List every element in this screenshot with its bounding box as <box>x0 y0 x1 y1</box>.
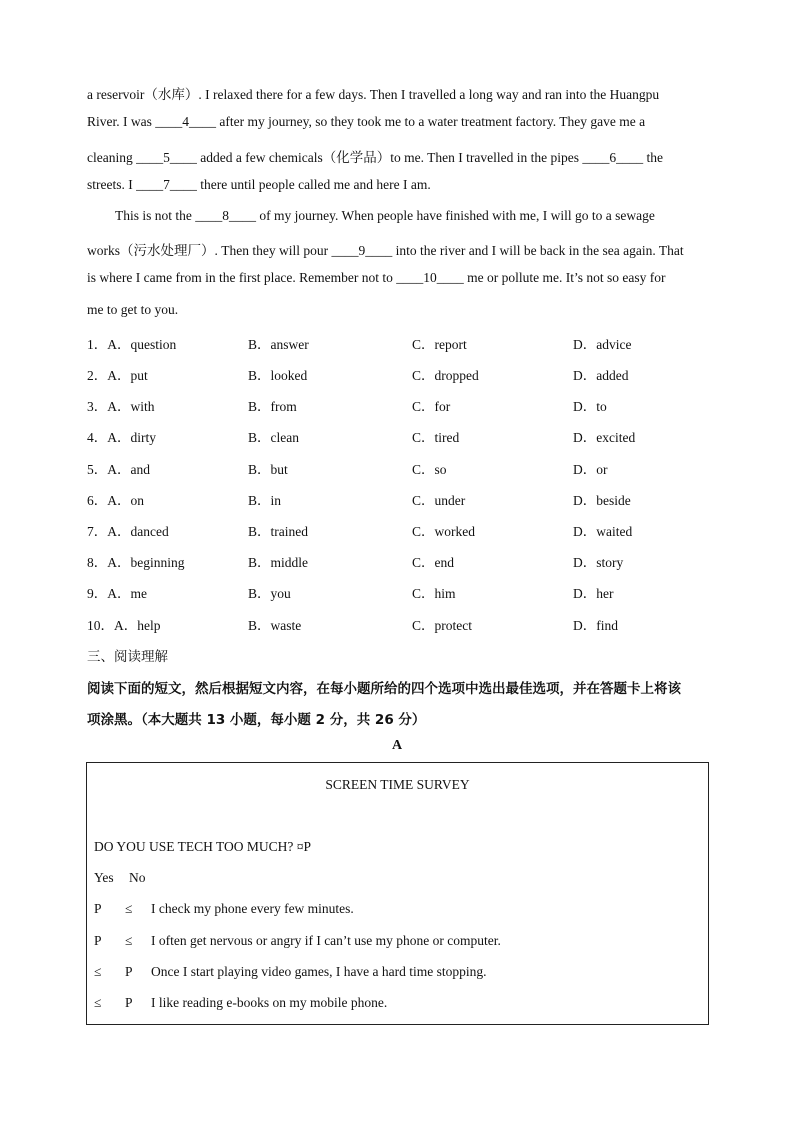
passage-line: River. I was ____4____ after my journey, so they took me to a water treatment factory. They gave me a <box>87 114 646 129</box>
option-b: B．from <box>248 399 297 414</box>
question-options <box>87 489 707 509</box>
option-c: C．protect <box>412 618 472 633</box>
question-options <box>87 582 707 602</box>
option-c: C．under <box>412 493 466 508</box>
option-a: 8．A．beginning <box>87 555 185 570</box>
option-a: 5．A．and <box>87 462 150 477</box>
option-a: 2．A．put <box>87 368 148 383</box>
section-title: 三、阅读理解 <box>87 649 168 665</box>
option-d: D．to <box>573 399 607 414</box>
option-d: D．or <box>573 462 608 477</box>
option-c: C．tired <box>412 430 460 445</box>
survey-yes-header: Yes <box>94 870 114 885</box>
option-c: C．report <box>412 337 467 352</box>
question-options <box>87 614 707 634</box>
option-d: D．advice <box>573 337 632 352</box>
passage-line: This is not the ____8____ of my journey. When people have finished with me, I will go to a sewage <box>115 208 655 223</box>
survey-no-mark: ≤ <box>125 901 133 916</box>
passage-line: is where I came from in the first place. Remember not to ____10____ me or pollute me. It’s not so easy for <box>87 270 666 285</box>
instructions-line: 阅读下面的短文，然后根据短文内容，在每小题所给的四个选项中选出最佳选项，并在答题卡上将该 <box>87 681 681 697</box>
instructions-line: 项涂黑。（本大题共 13 小题，每小题 2 分，共 26 分） <box>87 712 426 728</box>
option-d: D．added <box>573 368 629 383</box>
question-options <box>87 395 707 415</box>
survey-no-header: No <box>129 870 146 885</box>
passage-line: works（污水处理厂）. Then they will pour ____9____ into the river and I will be back in the sea again. That <box>87 243 684 258</box>
option-b: B．waste <box>248 618 302 633</box>
option-b: B．answer <box>248 337 309 352</box>
question-options <box>87 520 707 540</box>
survey-no-mark: P <box>125 995 133 1010</box>
survey-no-mark: P <box>125 964 133 979</box>
option-c: C．dropped <box>412 368 479 383</box>
survey-question: DO YOU USE TECH TOO MUCH? ¤P <box>94 839 312 854</box>
option-c: C．worked <box>412 524 475 539</box>
survey-no-mark: ≤ <box>125 933 133 948</box>
option-d: D．find <box>573 618 618 633</box>
option-b: B．trained <box>248 524 308 539</box>
option-a: 4．A．dirty <box>87 430 156 445</box>
option-a: 6．A．on <box>87 493 144 508</box>
survey-yes-mark: P <box>94 933 102 948</box>
survey-item-text: I like reading e-books on my mobile phone. <box>151 995 388 1010</box>
passage-line: a reservoir（水库）. I relaxed there for a few days. Then I travelled a long way and ran into the Huangpu <box>87 87 660 102</box>
option-b: B．in <box>248 493 282 508</box>
option-a: 7．A．danced <box>87 524 169 539</box>
survey-box <box>86 762 709 1025</box>
survey-yes-mark: P <box>94 901 102 916</box>
option-d: D．excited <box>573 430 636 445</box>
passage-line: streets. I ____7____ there until people called me and here I am. <box>87 177 431 192</box>
question-options <box>87 551 707 571</box>
survey-item-text: I often get nervous or angry if I can’t use my phone or computer. <box>151 933 501 948</box>
option-c: C．for <box>412 399 451 414</box>
option-b: B．you <box>248 586 291 601</box>
survey-yes-mark: ≤ <box>94 964 102 979</box>
option-a: 3．A．with <box>87 399 155 414</box>
option-c: C．so <box>412 462 447 477</box>
option-d: D．story <box>573 555 624 570</box>
survey-item-text: Once I start playing video games, I have a hard time stopping. <box>151 964 487 979</box>
option-c: C．him <box>412 586 456 601</box>
survey-yes-mark: ≤ <box>94 995 102 1010</box>
option-a: 1．A．question <box>87 337 177 352</box>
option-d: D．her <box>573 586 614 601</box>
question-options <box>87 426 707 446</box>
option-d: D．beside <box>573 493 631 508</box>
passage-line: me to get to you. <box>87 302 179 317</box>
option-d: D．waited <box>573 524 633 539</box>
survey-item-text: I check my phone every few minutes. <box>151 901 354 916</box>
survey-title: SCREEN TIME SURVEY <box>325 777 470 792</box>
passage-label: A <box>391 738 403 753</box>
option-b: B．middle <box>248 555 308 570</box>
option-b: B．looked <box>248 368 308 383</box>
option-a: 10．A．help <box>87 618 161 633</box>
option-a: 9．A．me <box>87 586 147 601</box>
question-options <box>87 364 707 384</box>
option-c: C．end <box>412 555 454 570</box>
question-options <box>87 458 707 478</box>
option-b: B．clean <box>248 430 299 445</box>
passage-line: cleaning ____5____ added a few chemicals（化学品）to me. Then I travelled in the pipes ____6____ the <box>87 150 663 165</box>
option-b: B．but <box>248 462 288 477</box>
question-options <box>87 333 707 353</box>
